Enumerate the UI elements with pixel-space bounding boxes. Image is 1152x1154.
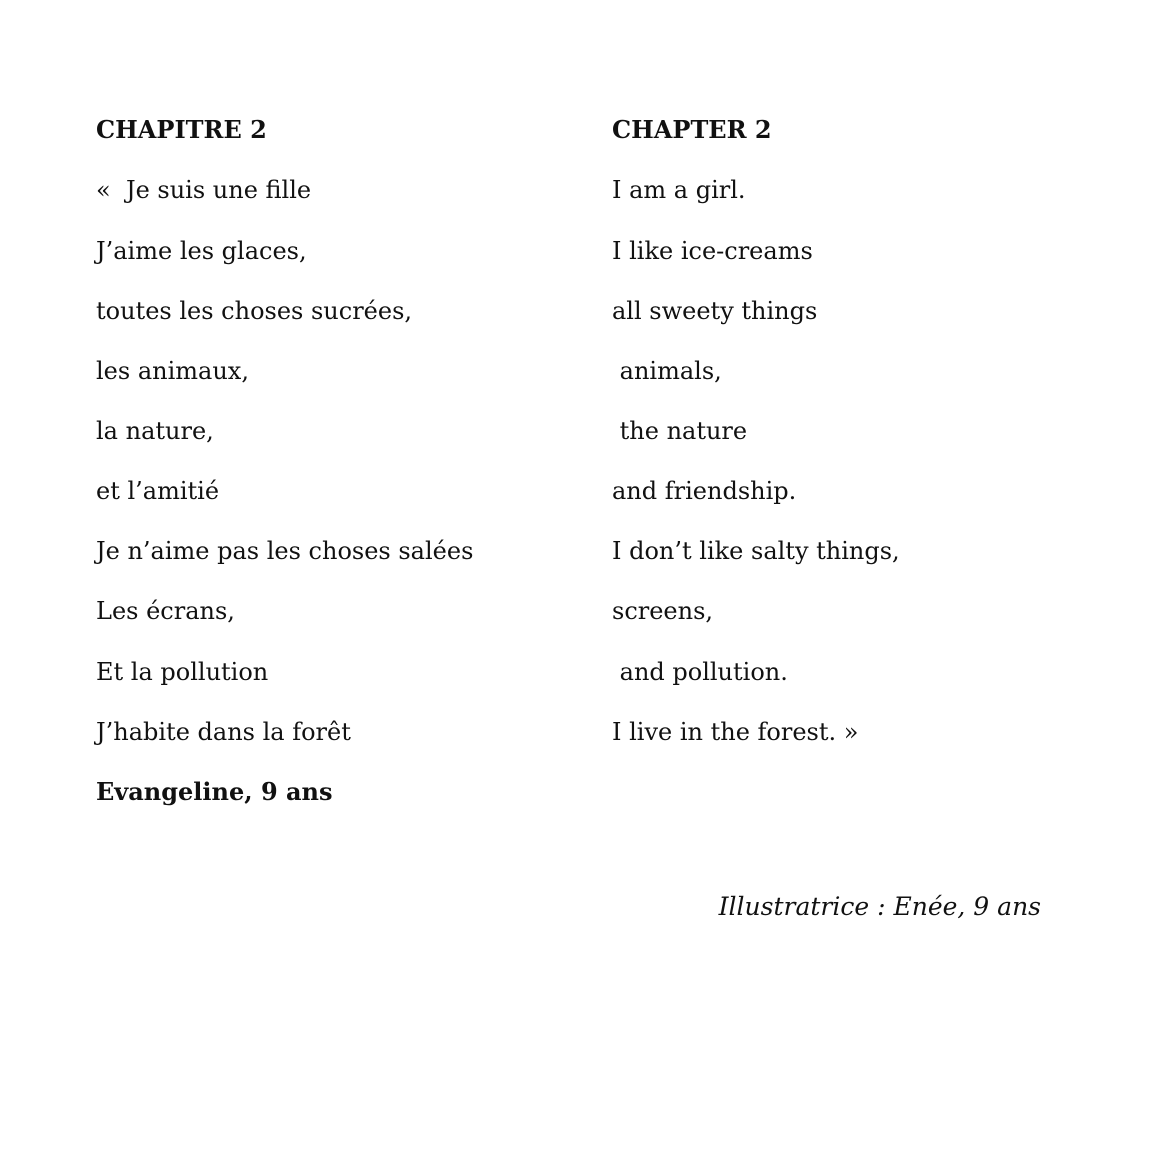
english-line-4: animals, <box>612 357 722 385</box>
author-signature: Evangeline, 9 ans <box>96 777 333 806</box>
english-line-5: the nature <box>612 417 748 445</box>
english-line-2: I like ice-creams <box>612 237 813 265</box>
french-line-10: J’habite dans la forêt <box>96 718 351 746</box>
french-line-4: les animaux, <box>96 357 249 385</box>
english-line-6: and friendship. <box>612 477 797 505</box>
french-line-5: la nature, <box>96 417 214 445</box>
french-line-3: toutes les choses sucrées, <box>96 297 413 325</box>
french-line-1: « Je suis une fille <box>96 176 312 204</box>
english-line-3: all sweety things <box>612 297 818 325</box>
french-line-6: et l’amitié <box>96 477 220 505</box>
french-line-9: Et la pollution <box>96 658 269 686</box>
french-line-2: J’aime les glaces, <box>96 237 307 265</box>
french-line-7: Je n’aime pas les choses salées <box>96 537 474 565</box>
french-heading: CHAPITRE 2 <box>96 115 267 144</box>
english-line-1: I am a girl. <box>612 176 746 204</box>
illustrator-credit: Illustratrice : Enée, 9 ans <box>718 892 1041 921</box>
english-heading: CHAPTER 2 <box>612 115 772 144</box>
english-line-7: I don’t like salty things, <box>612 537 900 565</box>
english-line-8: screens, <box>612 597 714 625</box>
english-line-10: I live in the forest. » <box>612 718 859 746</box>
english-line-9: and pollution. <box>612 658 788 686</box>
french-line-8: Les écrans, <box>96 597 235 625</box>
